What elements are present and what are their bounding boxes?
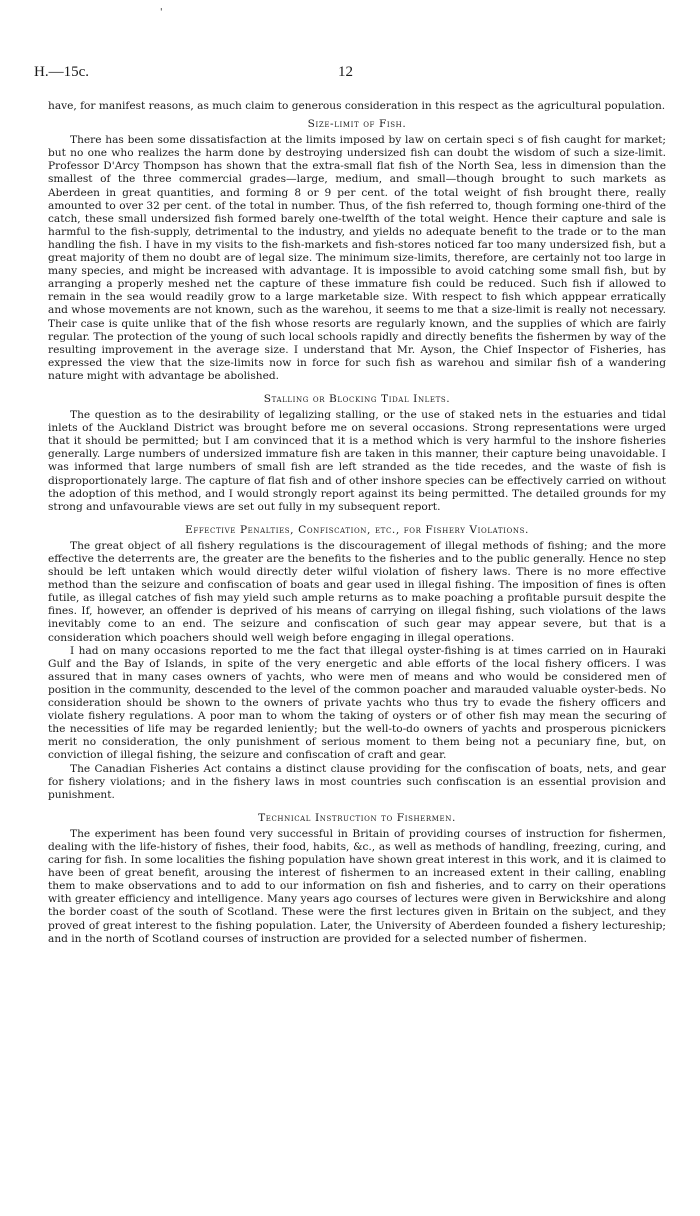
opening-paragraph: have, for manifest reasons, as much claim to generous consideration in this respect as the agricultural population. xyxy=(48,100,666,112)
top-mark: ' xyxy=(160,8,163,18)
section-heading: Size-limit of Fish. xyxy=(307,118,407,131)
document-page xyxy=(34,0,666,946)
paragraph: The great object of all fishery regulations is the discouragement of illegal methods of fishing; and the more effective the deterrents are, the greater are the benefits to the fisheries and to the public generally. Hence no step should be left untaken which would directly deter wilful violation of fishery laws. There is no more effective method than the seizure and confiscation of boats and gear used in illegal fishing. The imposition of fines is often futile, as illegal catches of fish may yield such ample returns as to make poaching a profitable pursuit despite the fines. If, however, an offender is deprived of his means of carrying on illegal fishing, such violations of the laws inevitably come to an end. The seizure and confiscation of such gear may appear severe, but that is a consideration which poachers should well weigh before engaging in illegal operations. xyxy=(48,539,666,644)
document-reference: H.—15c. xyxy=(34,64,89,80)
section-heading: Effective Penalties, Confiscation, etc., for Fishery Violations. xyxy=(185,523,529,536)
page-header xyxy=(34,64,666,90)
section-technical-instruction xyxy=(48,812,666,946)
section-stalling xyxy=(48,393,666,514)
paragraph: The experiment has been found very successful in Britain of providing courses of instruction for fishermen, dealing with the life-history of fishes, their food, habits, &c., as well as methods of handling, freezing, curing, and caring for fish. In some localities the fishing population have shown great interest in this work, and it is claimed to have been of great benefit, arousing the interest of fishermen to an increased extent in their calling, enabling them to make observations and to add to our information on fish and fisheries, and to carry on their operations with greater efficiency and intelligence. Many years ago courses of lectures were given in Berwickshire and along the border coast of the south of Scotland. These were the first lectures given in Britain on the subject, and they proved of great interest to the fishing population. Later, the University of Aberdeen founded a fishery lectureship; and in the north of Scotland courses of instruction are provided for a selected number of fishermen. xyxy=(48,827,666,945)
paragraph: There has been some dissatisfaction at the limits imposed by law on certain speci s of fish caught for market; but no one who realizes the harm done by destroying undersized fish can doubt the wisdom of such a size-limit. Professor D'Arcy Thompson has shown that the extra-small flat fish of the North Sea, less in dimension than the smallest of the three commercial grades—large, medium, and small—though brought to such markets as Aberdeen in great quantities, and forming 8 or 9 per cent. of the total weight of fish brought there, really amounted to over 32 per cent. of the total in number. Thus, of the fish referred to, though forming one-third of the catch, these small undersized fish formed barely one-twelfth of the total weight. Hence their capture and sale is harmful to the fish-supply, detrimental to the industry, and yields no adequate benefit to the trade or to the man handling the fish. I have in my visits to the fish-markets and fish-stores noticed far too many undersized fish, but a great majority of them no doubt are of legal size. The minimum size-limits, therefore, are certainly not too large in many species, and might be increased with advantage. It is impossible to avoid catching some small fish, but by arranging a properly meshed net the capture of these immature fish could be reduced. Such fish if allowed to remain in the sea would readily grow to a large marketable size. With respect to fish which apppear erratically and whose movements are not known, such as the warehou, it seems to me that a size-limit is really not necessary. Their case is quite unlike that of the fish whose resorts are regularly known, and the supplies of which are fairly regular. The protection of the young of such local schools rapidly and directly benefits the fishermen by way of the resulting improvement in the average size. I understand that Mr. Ayson, the Chief Inspector of Fisheries, has expressed the view that the size-limits now in force for such fish as warehou and similar fish of a wandering nature might with advantage be abolished. xyxy=(48,134,666,382)
section-heading: Technical Instruction to Fishermen. xyxy=(258,811,456,824)
section-penalties xyxy=(48,524,666,802)
paragraph: The Canadian Fisheries Act contains a distinct clause providing for the confiscation of boats, nets, and gear for fishery violations; and in the fishery laws in most countries such confiscation is an essential provision and punishment. xyxy=(48,762,666,801)
section-size-limit xyxy=(48,118,666,383)
paragraph: The question as to the desirability of legalizing stalling, or the use of staked nets in the estuaries and tidal inlets of the Auckland District was brought before me on several occasions. Strong representations were urged that it should be permitted; but I am convinced that it is a method which is very harmful to the inshore fisheries generally. Large numbers of undersized immature fish are taken in this manner, their capture being unavoidable. I was informed that large numbers of small fish are left stranded as the tide recedes, and the waste of fish is disproportionately large. The capture of flat fish and of other inshore species can be effectively carried on without the adoption of this method, and I would strongly report against its being permitted. The detailed grounds for my strong and unfavourable views are set out fully in my subsequent report. xyxy=(48,409,666,513)
paragraph: I had on many occasions reported to me the fact that illegal oyster-fishing is at times carried on in Hauraki Gulf and the Bay of Islands, in spite of the very energetic and able efforts of the local fishery officers. I was assured that in many cases owners of yachts, who were men of means and who would be considered men of position in the community, descended to the level of the common poacher and marauded valuable oyster-beds. No consideration should be shown to the owners of private yachts who thus try to evade the fishery officers and violate fishery regulations. A poor man to whom the taking of oysters or of other fish may mean the securing of the necessities of life may be regarded leniently; but the well-to-do owners of yachts and prosperous picnickers merit no consideration, the only punishment of serious moment to them being not a pecuniary fine, but, on conviction of illegal fishing, the seizure and confiscation of craft and gear. xyxy=(48,644,666,762)
section-heading: Stalling or Blocking Tidal Inlets. xyxy=(263,392,451,405)
page-number: 12 xyxy=(338,64,353,80)
